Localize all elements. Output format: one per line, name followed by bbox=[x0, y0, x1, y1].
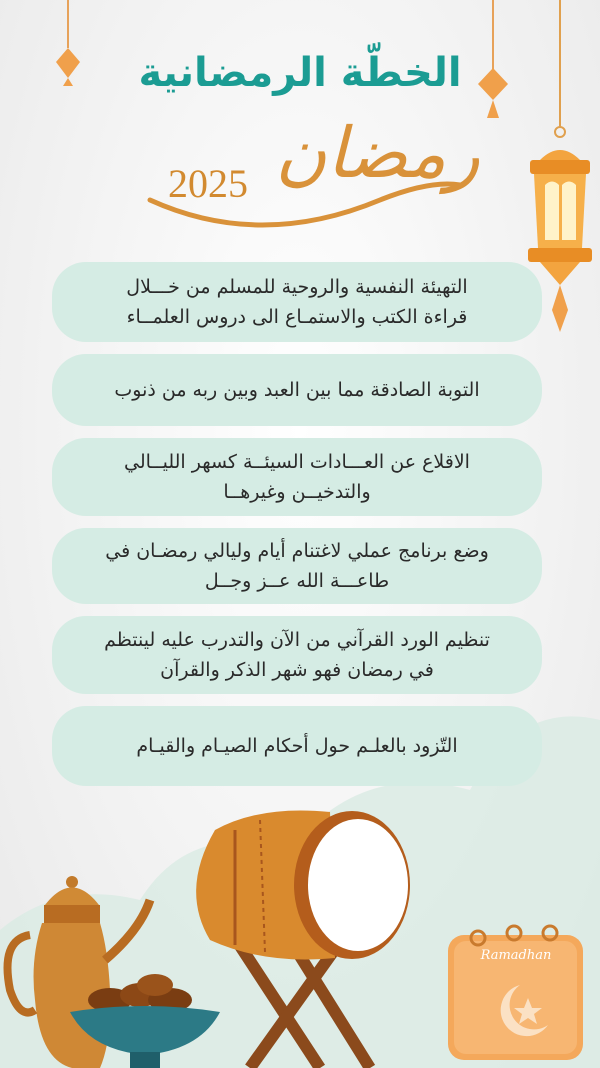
plan-item-line2: قراءة الكتب والاستمـاع الى دروس العلمــاء bbox=[126, 306, 468, 328]
calendar-label: Ramadhan bbox=[480, 948, 552, 963]
page-title: الخطّة الرمضانية bbox=[138, 50, 462, 96]
plan-item-line2: طاعـــة الله عــز وجــل bbox=[204, 570, 390, 592]
plan-item bbox=[52, 616, 542, 694]
plan-item-line1: التوبة الصادقة مما بين العبد وبين ربه من ذنوب bbox=[114, 379, 480, 401]
ramadan-calligraphy: رمضان bbox=[275, 112, 480, 194]
plan-item-line1: التّزود بالعلـم حول أحكام الصيـام والقيـام bbox=[136, 735, 458, 757]
plan-item bbox=[52, 262, 542, 342]
plan-item bbox=[52, 528, 542, 604]
plan-item bbox=[52, 706, 542, 786]
year-label: 2025 bbox=[168, 161, 248, 206]
ramadan-calendar-icon bbox=[448, 926, 583, 1060]
plan-item-line1: وضع برنامج عملي لاغتنام أيام وليالي رمضـان في bbox=[105, 540, 489, 562]
plan-list bbox=[52, 262, 542, 798]
plan-item-line2: والتدخيــن وغيرهــا bbox=[223, 481, 371, 503]
plan-item bbox=[52, 354, 542, 426]
plan-item bbox=[52, 438, 542, 516]
plan-item-line1: تنظيم الورد القرآني من الآن والتدرب عليه لينتظم bbox=[104, 629, 490, 651]
plan-item-line2: في رمضان فهو شهر الذكر والقرآن bbox=[160, 659, 434, 681]
plan-item-line1: التهيئة النفسية والروحية للمسلم من خـــلال bbox=[126, 276, 468, 298]
plan-item-line1: الاقلاع عن العـــادات السيئــة كسهر الليــالي bbox=[124, 451, 470, 473]
